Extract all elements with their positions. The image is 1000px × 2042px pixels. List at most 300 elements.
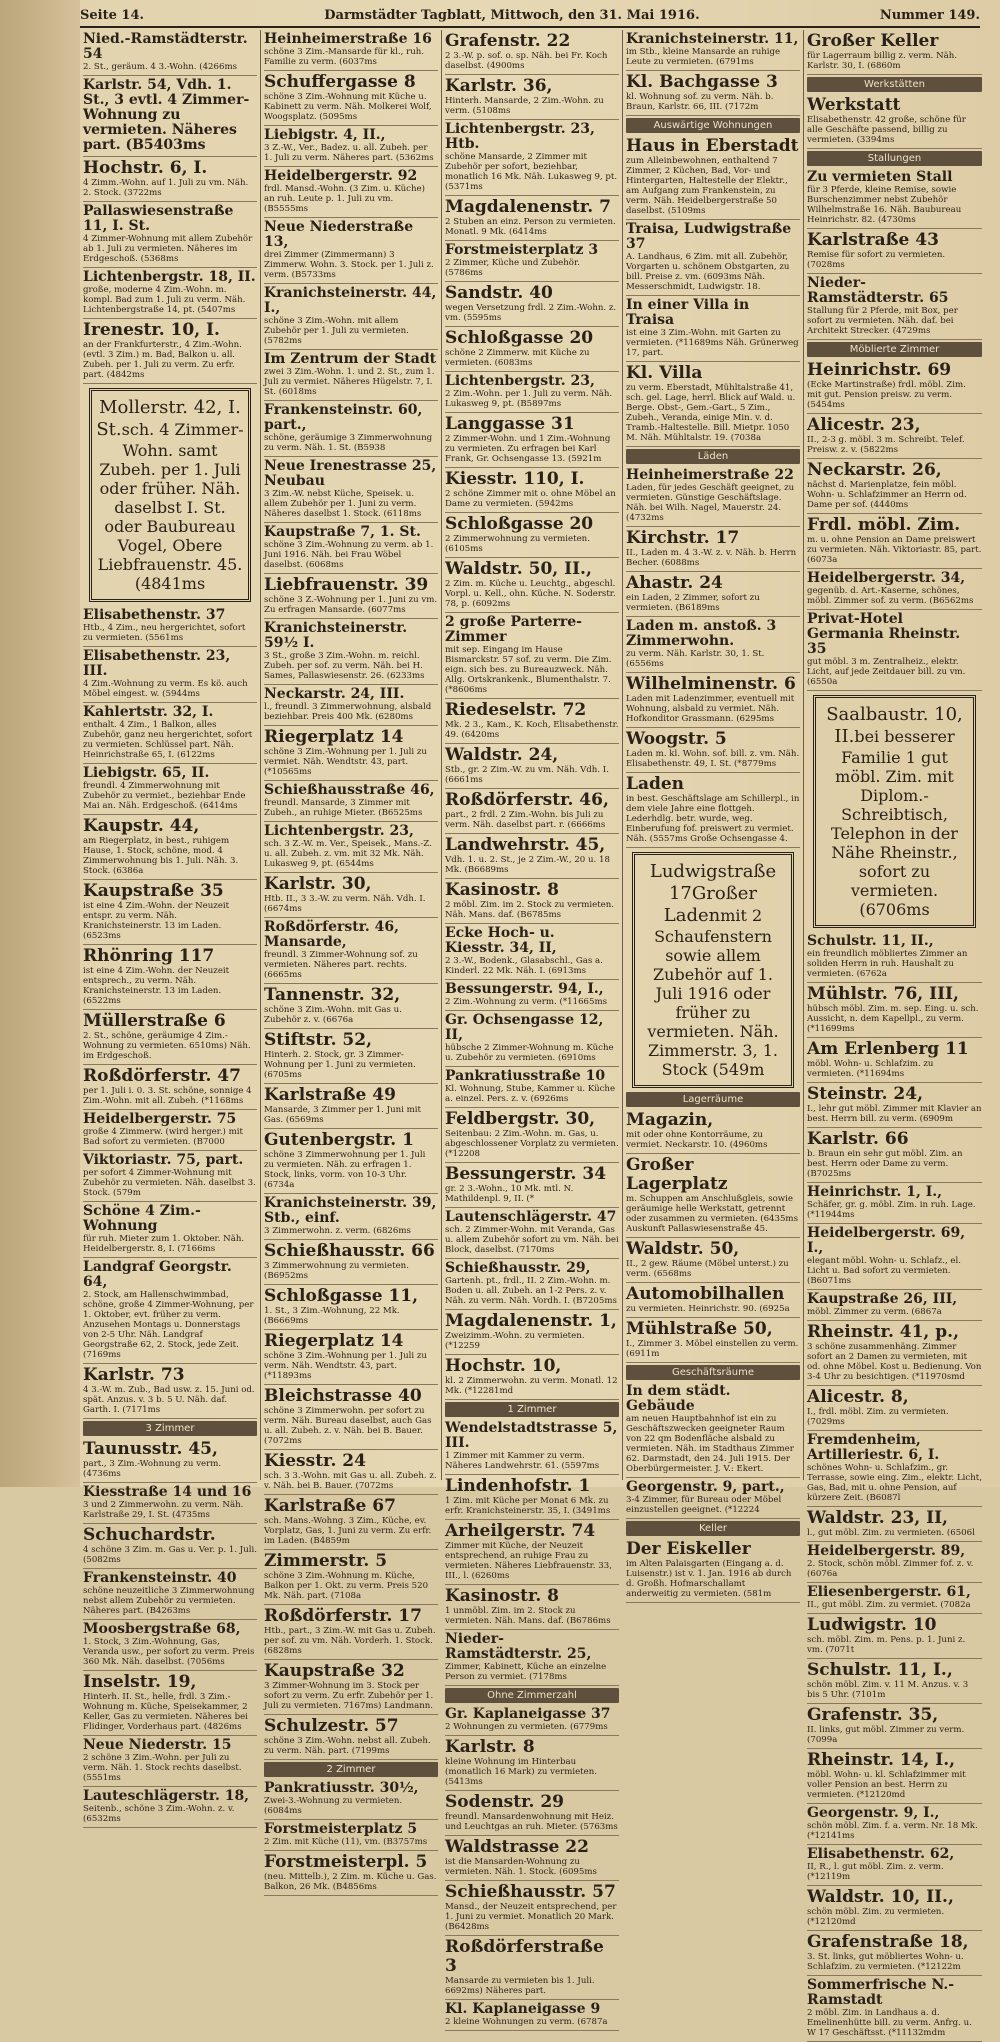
ad-heading: Inselstr. 19, (83, 1672, 197, 1692)
ad-text: zu verm. Eberstadt, Mühltalstraße 41, sch. gel. Lage, herrl. Blick auf Wald. u. Berge. Obst-, Gem.-Gart., 5 Zim., Zubeh., Veranda, einige Min. v. d. Tramb.-Haltestelle. Bill. Mietpr. 1050 M. Näh. Mühltalstr. 19. (7038a (626, 383, 796, 443)
ad-heading: Großer Keller (807, 31, 939, 51)
ad-heading: Rhönring 117 (83, 946, 215, 966)
ad-text: große, moderne 4 Zim.-Wohn. m. kompl. Bad zum 1. Juli zu verm. Näh. Lichtenbergstraße 14, pt. (5407ms (83, 285, 246, 315)
ad-text: am Riegerplatz, in best., ruhigem Hause, 1. Stock, schöne, mod. 4 Zimmerwohnung bis 1. Juli. Näh. 3. Stock. (6386a (83, 836, 239, 876)
classified-ad (807, 1583, 982, 1614)
classified-ad (807, 1804, 982, 1845)
ad-text: mit sep. Eingang im Hause Bismarckstr. 57 sof. zu verm. Die Zim. eign. sich bes. zu Bureauzweck. Näh. Allg. Ortskrankenk., Blumenthalstr. 7. (*8606ms (445, 645, 612, 695)
ad-heading: Stiftstr. 52, (264, 1030, 372, 1050)
ad-text: gegenüb. d. Art.-Kaserne, schönes, möbl. Zimmer sof. zu verm. (B6562ms (807, 586, 974, 606)
section-heading: Ohne Zimmerzahl (445, 1688, 619, 1703)
ad-heading: Grafenstraße 18, (807, 1932, 969, 1952)
classified-ad (445, 924, 619, 980)
ad-heading: Frankensteinstr. 60, part., (264, 402, 423, 433)
ad-heading: Lauteschlägerstr. 18, (83, 1788, 250, 1804)
ad-text: m. Schuppen am Anschlußgleis, sowie geräumige helle Werkstatt, getrennt oder zusammen zu vermieten. (6435ms Auskunft Pallaswiesenstraße 45. (626, 1194, 798, 1234)
ad-heading: Waldstr. 10, II., (807, 1887, 954, 1907)
ad-heading: Schießhausstr. 57 (445, 1882, 616, 1902)
ad-heading: Kasinostr. 8 (445, 880, 560, 900)
ad-text: 3 Z.-W., Ver., Badez. u. all. Zubeh. per 1. Juli zu verm. Näheres part. (5362ms (264, 143, 434, 163)
ad-heading: Georgenstr. 9, I., (807, 1805, 940, 1821)
ad-text: ein Laden, 2 Zimmer, sofort zu vermieten. (B6189ms (626, 593, 760, 613)
ad-heading: Saalbaustr. 10, II. (826, 704, 963, 747)
ad-text: drei Zimmer (Zimmermann) 3 Zimmerw. Wohn. 3. Stock. per 1. Juli z. verm. (B5733ms (264, 250, 434, 280)
ad-text: 3 Zimmer-Wohnung im 3. Stock per sofort zu verm. Zu erfr. Zubehör per 1. Juli zu vermieten. 7167ms) Landmann. (264, 1681, 434, 1711)
classified-ad (83, 1364, 257, 1419)
classified-ad (626, 1238, 800, 1283)
classified-ad (626, 773, 800, 848)
classified-ad (807, 30, 982, 75)
ad-heading: Kiesstr. 110, I. (445, 469, 585, 489)
ad-text: 2 möbl. Zim. im 2. Stock zu vermieten. Näh. Mans. daf. (B6785ms (445, 900, 615, 920)
ad-heading: Traisa, Ludwigstraße 37 (626, 221, 792, 252)
classified-ad (445, 834, 619, 879)
ad-text: 2 3.-W. p. sof. o. sp. Näh. bei Fr. Koch daselbst. (4900ms (445, 51, 608, 71)
ad-text: 2 Wohnungen zu vermieten. (6779ms (445, 1722, 608, 1732)
ad-heading: Karlstraße 67 (264, 1496, 396, 1516)
ad-text: freundl. Mansarde, 3 Zimmer mit Zubeh., an ruhige Mieter. (B6525ms (264, 798, 423, 818)
classified-ad (807, 1290, 982, 1321)
ad-heading: Schießhausstr. 66 (264, 1241, 435, 1261)
ad-text: 4 schöne 3 Zim. m. Gas u. Ver. p. 1. Juli. (5082ms (83, 1545, 257, 1565)
ad-text: hübsch möbl. Zim. m. sep. Eing. u. sch. Aussicht, n. dem Kapellpl., zu verm. (*11699ms (807, 1004, 979, 1034)
classified-ad (83, 703, 257, 764)
ad-heading: Magdalenenstr. 7 (445, 197, 611, 217)
classified-ad (264, 71, 438, 126)
ad-text: ist eine 3 Zim.-Wohn. mit Garten zu vermieten. (*11689ms Näh. Grünerweg 17, part. (626, 328, 799, 358)
ad-heading: Liebigstr. 4, II., (264, 127, 386, 143)
classified-ad (445, 1355, 619, 1400)
ad-text: Htb., part., 3 Zim.-W. mit Gas u. Zubeh. per sof. zu vm. Näh. Vorderh. 1. Stock. (6828ms (264, 1626, 436, 1656)
ad-heading: Sommerfrische N.-Ramstadt (807, 1977, 955, 2008)
ad-heading: Moosbergstraße 68, (83, 1621, 241, 1637)
ad-heading: Waldstrasse 22 (445, 1837, 589, 1857)
ad-heading: Nieder-Ramstädterstr. 65 (807, 275, 949, 306)
classified-ad (626, 572, 800, 617)
ad-text: 2 schöne Zimmer mit o. ohne Möbel an Dame zu vermieten. (5942ms (445, 489, 616, 509)
ad-heading: In dem städt. Gebäude (626, 1383, 731, 1414)
ad-heading: Alicestr. 8, (807, 1387, 909, 1407)
ad-heading: Gr. Kaplaneigasse 37 (445, 1706, 611, 1722)
ad-text: schön möbl. Zim. v. 11 M. Anzus. v. 3 bis 5 Uhr. (7101m (807, 1680, 969, 1700)
ad-heading: Karlstr. 66 (807, 1129, 909, 1149)
ad-heading: Privat-Hotel Germania Rheinstr. 35 (807, 611, 961, 657)
ad-text: 1 unmöbl. Zim. im 2. Stock zu vermieten. Näh. Mans. daf. (B6786ms (445, 1606, 611, 1626)
ad-heading: Kranichsteinerstr. 44, I., (264, 285, 437, 316)
ad-text: ist eine 4 Zim.-Wohn. der Neuzeit entspr. zu verm. Näh. Kranichsteinerstr. 13 im Laden. (6523ms (83, 901, 230, 941)
ad-heading: Karlstr. 36, (445, 76, 553, 96)
ad-text: große 4 Zimmerw. (wird herger.) mit Bad sofort zu vermieten. (B7000 (83, 1127, 243, 1147)
ad-heading: Kranichsteinerstr. 59½ I. (264, 620, 408, 651)
classified-ad (445, 789, 619, 834)
ad-text: schöne 2 Zimmerw. mit Küche zu vermieten. (6083ms (445, 348, 590, 368)
ad-heading: Kranichsteinerstr. 11, (626, 31, 799, 47)
classified-ad (807, 94, 982, 149)
ad-heading: Schulstr. 11, II., (807, 933, 934, 949)
ad-heading: Viktoriastr. 75, part. (83, 1152, 244, 1168)
classified-ad (445, 879, 619, 924)
classified-ad (264, 30, 438, 71)
classified-ad (264, 1129, 438, 1194)
ad-text: enthalt. 4 Zim., 1 Balkon, alles Zubehör, ganz neu hergerichtet, sofort zu vermieten. Schlüssel part. Näh. Heinrichstraße 65, I. (6122ms (83, 720, 253, 760)
ad-heading: Karlstr. 8 (445, 1737, 535, 1757)
classified-ad (445, 1067, 619, 1108)
ad-heading: Magazin, (626, 1110, 714, 1130)
ad-text: kleine Wohnung im Hinterbau (monatlich 16 Mark) zu vermieten. (5413ms (445, 1757, 597, 1787)
ad-text: zu vermieten. Heinrichstr. 90. (6925a (626, 1304, 790, 1314)
ad-heading: Kahlertstr. 32, I. (83, 704, 214, 720)
ad-heading: Eliesenbergerstr. 61, (807, 1584, 971, 1600)
ad-text: schöne 3 Zim.-Wohnung per 1. Juli zu verm. Näh. Wendtstr. 43, part. (*11893ms (264, 1351, 427, 1381)
ad-text: 2 Zim. m. Küche u. Leuchtg., abgeschl. Vorpl. u. Kell., ohn. Küche. N. Soderstr. 78, p. (6092ms (445, 579, 616, 609)
classified-ad (445, 1705, 619, 1736)
ad-text: kl. 2 Zimmerwohn. zu verm. Monatl. 12 Mk. (*12281md (445, 1376, 618, 1396)
ad-heading: Neckarstr. 24, III. (264, 686, 405, 702)
ad-heading: Schuchardstr. (83, 1525, 216, 1545)
classified-ad (264, 1240, 438, 1285)
ad-heading: Lichtenbergstr. 23, (445, 373, 595, 389)
classified-ad (264, 401, 438, 457)
ad-heading: Wilhelminenstr. 6 (626, 674, 796, 694)
classified-ad (807, 1749, 982, 1804)
classified-ad (807, 1224, 982, 1290)
classified-ad (445, 75, 619, 120)
ad-heading: Pankratiusstraße 10 (445, 1068, 606, 1084)
classified-ad (83, 1010, 257, 1065)
ad-text: Mansd., der Neuzeit entsprechend, per 1. Juni zu vermiet. Monatlich 20 Mark. (B6428ms (445, 1902, 617, 1932)
ad-text: freundl. 3 Zimmer-Wohnung sof. zu vermieten. Näheres part. rechts. (6665ms (264, 950, 418, 980)
classified-ad (626, 527, 800, 572)
classified-ad (445, 1310, 619, 1355)
ad-text: 3 Zimmerwohn. z. verm. (6826ms (264, 1226, 411, 1236)
classified-ad (83, 319, 257, 384)
ad-text: zu verm. Näh. Karlstr. 30, 1. St. (6556ms (626, 649, 765, 669)
classified-ad (264, 523, 438, 574)
ad-text: 4 3.-W. m. Zub., Bad usw. z. 15. Juni od. spät. Anzus. v. 3 b. 5 U. Näh. daf. Garth. I. (7171ms (83, 1385, 255, 1415)
classified-ad (626, 728, 800, 773)
ad-text: 1. St., 3 Zim.-Wohnung, 22 Mk. (B6669ms (264, 1306, 400, 1326)
ad-text: 2 schöne 3 Zim.-Wohn. per Juli zu verm. Näh. 1. Stock rechts daselbst. (5551ms (83, 1753, 242, 1783)
ad-heading: Kaupstr. 44, (83, 816, 200, 836)
classified-ad (445, 282, 619, 327)
ad-heading: Frdl. möbl. Zim. (807, 515, 961, 535)
ad-text: 4 Zim.-Wohnung zu verm. Es kö. auch Möbel eingest. w. (5944ms (83, 679, 248, 699)
classified-ad (445, 468, 619, 513)
ad-heading: Werkstatt (807, 95, 901, 115)
ad-heading: Gutenbergstr. 1 (264, 1130, 414, 1150)
classified-ad (626, 362, 800, 447)
ad-text: schöne 3 Z.-Wohnung per 1. Juni zu vm. Zu erfragen Mansarde. (6077ms (264, 595, 438, 615)
classified-ad (807, 1614, 982, 1659)
ad-text: schöne 3 Zim.-Wohn. mit Gas u. Zubehör z. v. (6676a (264, 1005, 402, 1025)
ad-text: für Lagerraum billig z. verm. Näh. Karlstr. 30, I. (6860m (807, 51, 958, 71)
ad-heading: Heinrichstr. 69 (807, 360, 952, 380)
classified-ad (264, 1385, 438, 1450)
column-4 (623, 30, 804, 1599)
ad-text: Htb. II., 3 3.-W. zu verm. Näh. Vdh. I. (6674ms (264, 894, 426, 914)
ad-heading: Neue Irenestrasse 25, Neubau (264, 458, 437, 489)
ad-text: Zimmer mit Küche, der Neuzeit entsprechend, an ruhige Frau zu vermieten. Näheres Liebfrauenstr. 33, III., l. (6260ms (445, 1541, 612, 1581)
issue-number: Nummer 149. (879, 7, 980, 23)
section-heading: 3 Zimmer (83, 1421, 257, 1436)
ad-heading: Der Eiskeller (626, 1539, 751, 1559)
classified-ad (264, 1194, 438, 1240)
classified-ad (445, 699, 619, 744)
classified-ad (264, 126, 438, 167)
ad-heading: Waldstr. 24, (445, 745, 559, 765)
ad-text: Seitenb., schöne 3 Zim.-Wohn. z. v. (6532ms (83, 1804, 235, 1824)
ad-text: Gartenh. pt., frdl., II. 2 Zim.-Wohn. m. Boden u. all. Zubeh. an 1-2 Pers. z. v. Näh. zu verm. Näh. Vordh. I. (B7205ms (445, 1276, 617, 1306)
ad-text: II, R., l. gut möbl. Zim. z. verm. (*12119m (807, 1862, 944, 1882)
classified-ad (807, 983, 982, 1038)
ad-heading: Ludwigstraße 17 (649, 861, 777, 904)
ad-text: 2 möbl. Zim. in Landhaus a. d. Emelinenhütte bill. zu verm. Anfrg. u. W 17 Geschäftsst. (*11132mdm (807, 2008, 972, 2038)
classified-ad (264, 619, 438, 685)
classified-ad (807, 1128, 982, 1183)
ad-text: schöne 3 Zimmerwohnung per 1. Juli zu vermieten. Näh. zu erfragen 1. Stock, links, vorm. von 10-3 Uhr. (6734a (264, 1150, 426, 1190)
ad-text: hübsche 2 Zimmer-Wohnung m. Küche u. Zubehör zu vermieten. (6910ms (445, 1043, 614, 1063)
ad-heading: Forstmeisterpl. 5 (264, 1852, 428, 1872)
ad-heading: Kaupstraße 26, III, (807, 1291, 958, 1307)
ad-text: part., 3 Zim.-Wohnung zu verm. (4736ms (83, 1459, 222, 1479)
classified-ad (445, 1520, 619, 1585)
ad-text: 2. St., schöne, geräumige 4 Zim.-Wohnung zu vermieten. 6510ms) Näh. im Erdgeschoß. (83, 1031, 251, 1061)
ad-text: Hinterh. 2. Stock, gr. 3 Zimmer-Wohnung per 1. Juni zu vermieten. (6705ms (264, 1050, 416, 1080)
classified-ad (626, 617, 800, 673)
ad-text: b. Braun ein sehr gut möbl. Zim. an best. Herrn oder Dame zu verm. (B7025ms (807, 1149, 963, 1179)
ad-heading: Frankensteinstr. 40 (83, 1570, 237, 1586)
classified-ad (807, 229, 982, 274)
section-heading: Läden (626, 449, 800, 464)
ad-text: 3 und 2 Zimmerwohn. zu verm. Näh. Karlstraße 29, I. St. (4735ms (83, 1500, 244, 1520)
classified-ad (264, 1605, 438, 1660)
classified-ad (264, 1779, 438, 1820)
ad-heading: Ahastr. 24 (626, 573, 723, 593)
ad-text: schöne 3 Zim.-Wohnung m. Küche, Balkon per 1. Okt. zu verm. Preis 520 Mk. Näh. part. (7108a (264, 1571, 429, 1601)
ad-heading: Roßdörferstr. 46, Mansarde, (264, 919, 399, 950)
ad-heading: Heidelbergerstr. 92 (264, 168, 418, 184)
ad-heading: Forstmeisterplatz 3 (445, 242, 599, 258)
ad-text: 2 Stuben an einz. Person zu vermieten. Monatl. 9 Mk. (6414ms (445, 217, 616, 237)
ad-heading: Wendelstadtstrasse 5, III. (445, 1420, 618, 1451)
ad-text: Kl. Wohnung, Stube, Kammer u. Küche a. einzel. Pers. z. v. (6926ms (445, 1084, 616, 1104)
classified-ad (807, 1038, 982, 1083)
classified-ad (445, 1630, 619, 1686)
classified-ad (83, 30, 257, 76)
classified-ad (445, 980, 619, 1011)
ad-heading: Am Erlenberg 11 (807, 1039, 969, 1059)
ad-text: A. Landhaus, 6 Zim. mit all. Zubehör, Vorgarten u. schönem Obstgarten, zu bill. Preise z. vm. (6093ms Näh. Messerschmidt, Ludwigstr. 18. (626, 252, 790, 292)
ad-heading: Bleichstrasse 40 (264, 1386, 422, 1406)
ad-heading: Schuffergasse 8 (264, 72, 416, 92)
ad-heading: Ecke Hoch- u. Kiesstr. 34, II, (445, 925, 557, 956)
ad-heading: Grafenstr. 22 (445, 31, 571, 51)
classified-ad (264, 1715, 438, 1760)
section-heading: Werkstätten (807, 77, 982, 92)
ad-heading: Grafenstr. 35, (807, 1705, 939, 1725)
classified-ad (445, 241, 619, 282)
ad-text: möbl. Zimmer zu verm. (6867a (807, 1307, 942, 1317)
classified-ad (807, 569, 982, 610)
ad-heading: In einer Villa in Traisa (626, 297, 750, 328)
classified-ad (626, 1109, 800, 1154)
classified-ad (264, 218, 438, 284)
classified-ad (264, 726, 438, 781)
ad-heading: Zu vermieten Stall (807, 169, 953, 185)
column-5 (804, 30, 985, 2038)
ad-text: (neu. Mittelb.), 2 Zim. m. Küche u. Gas. Balkon, 26 Mk. (B4856ms (264, 1872, 437, 1892)
classified-ad (264, 781, 438, 822)
ad-text: Hinterh. II. St., helle, frdl. 3 Zim.-Wohnung m. Küche, Speisekammer, 2 Keller, Gas zu vermieten. Näheres bei Flidinger, Vorderhaus part. (4826ms (83, 1692, 248, 1732)
classified-ad (445, 1836, 619, 1881)
classified-ad (264, 1851, 438, 1896)
column-1 (80, 30, 261, 1824)
ad-heading: Heidelbergerstr. 75 (83, 1111, 237, 1127)
classified-ad (626, 1478, 800, 1519)
ad-heading: Schulstr. 11, I., (807, 1660, 953, 1680)
ad-text: für 3 Pferde, kleine Remise, sowie Burschenzimmer nebst Zubehör Wilhelmstraße 16. Näh. Baubureau Heinrichstr. 82. (4730ms (807, 185, 962, 225)
classified-ad (807, 1845, 982, 1886)
ad-text: 1 Zimmer mit Kammer zu verm. Näheres Landwehrstr. 61. (5597ms (445, 1451, 600, 1471)
ad-heading: Neckarstr. 26, (807, 460, 942, 480)
classified-ad (264, 1660, 438, 1715)
classified-ad (83, 1438, 257, 1483)
ad-heading: Karlstr. 73 (83, 1365, 185, 1385)
ad-text: schön möbl. Zim. f. a. verm. Nr. 18 Mk. (*12141ms (807, 1821, 978, 1841)
ad-heading: Laden (626, 774, 685, 794)
ad-heading: Woogstr. 5 (626, 729, 727, 749)
classified-ad (807, 1183, 982, 1224)
ad-heading: Kiesstr. 24 (264, 1451, 366, 1471)
classified-ad (445, 1208, 619, 1259)
ad-heading: Waldstr. 50, (626, 1239, 740, 1259)
classified-ad (626, 1538, 800, 1603)
section-heading: Möblierte Zimmer (807, 342, 982, 357)
classified-ad (264, 685, 438, 726)
ad-heading: Roßdörferstr. 47 (83, 1066, 241, 1086)
ad-heading: Kasinostr. 8 (445, 1586, 560, 1606)
ad-text: Stb., gr. 2 Zim.-W. zu vm. Näh. Vdh. I. (6661ms (445, 765, 609, 785)
ad-heading: Heidelbergerstr. 34, (807, 570, 966, 586)
classified-ad (807, 459, 982, 514)
ad-text: Mansarde, 3 Zimmer per 1. Juni mit Gas. (6569ms (264, 1105, 421, 1125)
column-2 (261, 30, 442, 1892)
classified-ad (264, 350, 438, 401)
ad-heading: Karlstr. 54, Vdh. 1. St., 3 evtl. 4 Zimmer-Wohnung zu vermieten. Näheres part. (B5403ms (83, 77, 250, 153)
ad-text: 4 Zimm.-Wohn. auf 1. Juli zu vm. Näh. 2. Stock. (3722ms (83, 178, 249, 198)
ad-heading: Liebigstr. 65, II. (83, 765, 210, 781)
ad-heading: Langgasse 31 (445, 414, 575, 434)
ad-text: sch. 3 3.-Wohn. mit Gas u. all. Zubeh. z. v. Näh. bei B. Bauer. (7072ms (264, 1471, 437, 1491)
ad-heading: Pallaswiesenstraße 11, I. St. (83, 203, 234, 234)
ad-heading: Liebfrauenstr. 39 (264, 575, 429, 595)
ad-text: am neuen Hauptbahnhof ist ein zu Geschäftszwecken geeigneter Raum von 22 qm Bodenfläche alsbald zu vermieten. Näh. im Stadthaus Zimmer 62. Darmstadt, den 24. Juli 1915. Der Oberbürgermeister. J. V.: Ekert. (626, 1414, 794, 1474)
ad-heading: Mühlstr. 76, III, (807, 984, 959, 1004)
classified-ad (445, 372, 619, 413)
ad-text: 3-4 Zimmer, für Bureau oder Möbel einzustellen geeignet. (*12224 (626, 1495, 782, 1515)
ad-heading: Heidelbergerstr. 89, (807, 1543, 966, 1559)
ad-text: schöne 3 Zim.-Wohn. nebst all. Zubeh. zu verm. Näh. part. (7199ms (264, 1736, 431, 1756)
ad-heading: Riedeselstr. 72 (445, 700, 587, 720)
ad-text: 1. Stock, 3 Zim.-Wohnung, Gas, Veranda usw., per sofort zu verm. Preis 360 Mk. Näh. daselbst. (7056ms (83, 1637, 255, 1667)
classified-ad (445, 1163, 619, 1208)
classified-ad (807, 274, 982, 340)
classified-ad (626, 220, 800, 296)
classified-ad (445, 513, 619, 558)
ad-text: 2. Stock, schön möbl. Zimmer fof. z. v. (6076a (807, 1559, 974, 1579)
classified-ad (445, 1011, 619, 1067)
ad-heading: Steinstr. 24, (807, 1084, 923, 1104)
ad-heading: Nieder-Ramstädterstr. 25, (445, 1631, 592, 1662)
ad-text: mit 2 Schaufenstern sowie allem Zubehör auf 1. Juli 1916 oder früher zu vermieten. Näh. Zimmerstr. 3, 1. Stock (549m (647, 906, 779, 1079)
classified-ad (807, 932, 982, 983)
ad-text: elegant möbl. Wohn- u. Schlafz., el. Licht u. Bad sofort zu vermieten. (B6071ms (807, 1256, 962, 1286)
ad-text: gr. 2 3.-Wohn., 10 Mk. mtl. N. Mathildenpl. 9, II. (* (445, 1184, 574, 1204)
classified-ad (83, 1110, 257, 1151)
ad-heading: Heinheimerstraße 22 (626, 467, 794, 483)
classified-columns (80, 30, 985, 2038)
ad-text: II., 2 gew. Räume (Möbel unterst.) zu verm. (6568ms (626, 1259, 789, 1279)
classified-ad (445, 744, 619, 789)
ad-text: 2 Zimmer, Küche und Zubehör. (5786ms (445, 258, 580, 278)
classified-ad (83, 1620, 257, 1671)
classified-ad (264, 873, 438, 918)
classified-ad (807, 1386, 982, 1431)
ad-heading: Kranichsteinerstr. 39, Stb., einf. (264, 1195, 437, 1226)
ad-text: wegen Versetzung frdl. 2 Zim.-Wohn. z. vm. (5595ms (445, 303, 617, 323)
ad-heading: Forstmeisterplatz 5 (264, 1821, 418, 1837)
ad-heading: Elisabethenstr. 37 (83, 607, 226, 623)
classified-ad (807, 1083, 982, 1128)
classified-ad (83, 1569, 257, 1620)
classified-ad (83, 202, 257, 268)
ad-heading: Landgraf Georgstr. 64, (83, 1259, 232, 1290)
classified-ad (83, 157, 257, 202)
classified-ad (83, 1524, 257, 1569)
ad-text: freundl. 4 Zimmerwohnung mit Zubehör zu vermiet., beziehbar Ende Mai an. Näh. Erdgeschoß. (6414ms (83, 781, 246, 811)
ad-text: Remise für sofort zu vermieten. (7028ms (807, 250, 946, 270)
classified-ad (445, 30, 619, 75)
boxed-classified-ad (813, 695, 976, 928)
classified-ad (83, 1736, 257, 1787)
ad-text: in best. Geschäftslage am Schillerpl., in dem viele Jahre eine flottgeh. Lederhdlg. betr. wurde, weg. Einberufung fof. preiswert zu vermiet. Näh. (5557ms Große Ochsengasse 4. (626, 794, 800, 844)
classified-ad (264, 167, 438, 218)
ad-heading: Waldstr. 23, II, (807, 1508, 948, 1528)
ad-text: l., gut möbl. Zim. zu vermieten. (6506l (807, 1528, 975, 1538)
classified-ad (264, 1285, 438, 1330)
ad-heading: Im Zentrum der Stadt (264, 351, 437, 367)
classified-ad (626, 30, 800, 71)
ad-text: im Stb., kleine Mansarde an ruhige Leute zu vermieten. (6791ms (626, 47, 781, 67)
classified-ad (626, 1154, 800, 1238)
ad-text: I., Zimmer 3. Möbel einstellen zu verm. (6911m (626, 1339, 799, 1359)
ad-text: nächst d. Marienplatze, fein möbl. Wohn- u. Schlafzimmer an Herrn od. Dame per sof. (4440ms (807, 480, 967, 510)
ad-heading: Kl. Bachgasse 3 (626, 72, 778, 92)
ad-text: kl. Wohnung sof. zu verm. Näh. b. Braun, Karlstr. 66, III. (7172m (626, 92, 774, 112)
ad-text: 2 Zim.-Wohnung zu verm. (*11665ms (445, 997, 608, 1007)
ad-heading: Elisabethenstr. 23, III. (83, 648, 231, 679)
ad-text: 2 Zimmer-Wohn. und 1 Zim.-Wohnung zu vermieten. Zu erfragen bei Karl Frank, Gr. Ochsengasse 13. (5921m (445, 434, 611, 464)
ad-text: möbl. Wohn- u. kl. Schlafzimmer mit voller Pension an best. Herrn zu vermieten. (*12120md (807, 1770, 966, 1800)
ad-text: Stallung für 2 Pferde, mit Box, per sofort zu vermieten. Näh. daf. bei Architekt Strecker. (4729ms (807, 306, 958, 336)
ad-text: schöne 3 Zim.-Wohn. mit allem Zubehör per 1. Juli zu vermieten. (5782ms (264, 316, 409, 346)
classified-ad (626, 1318, 800, 1363)
classified-ad (83, 1151, 257, 1202)
ad-heading: Lichtenbergstr. 18, II. (83, 269, 256, 285)
ad-heading: Karlstraße 49 (264, 1085, 396, 1105)
ad-text: zum Alleinbewohnen, enthaltend 7 Zimmer, 2 Küchen, Bad, Vor- und Hintergarten, Haltestelle der Elektr., am Aufgang zum Frankenstein, zu verm. Näh. Heidelbergerstraße 50 daselbst. (5109ms (626, 156, 788, 216)
ad-heading: Großer Lagerplatz (626, 1155, 728, 1194)
